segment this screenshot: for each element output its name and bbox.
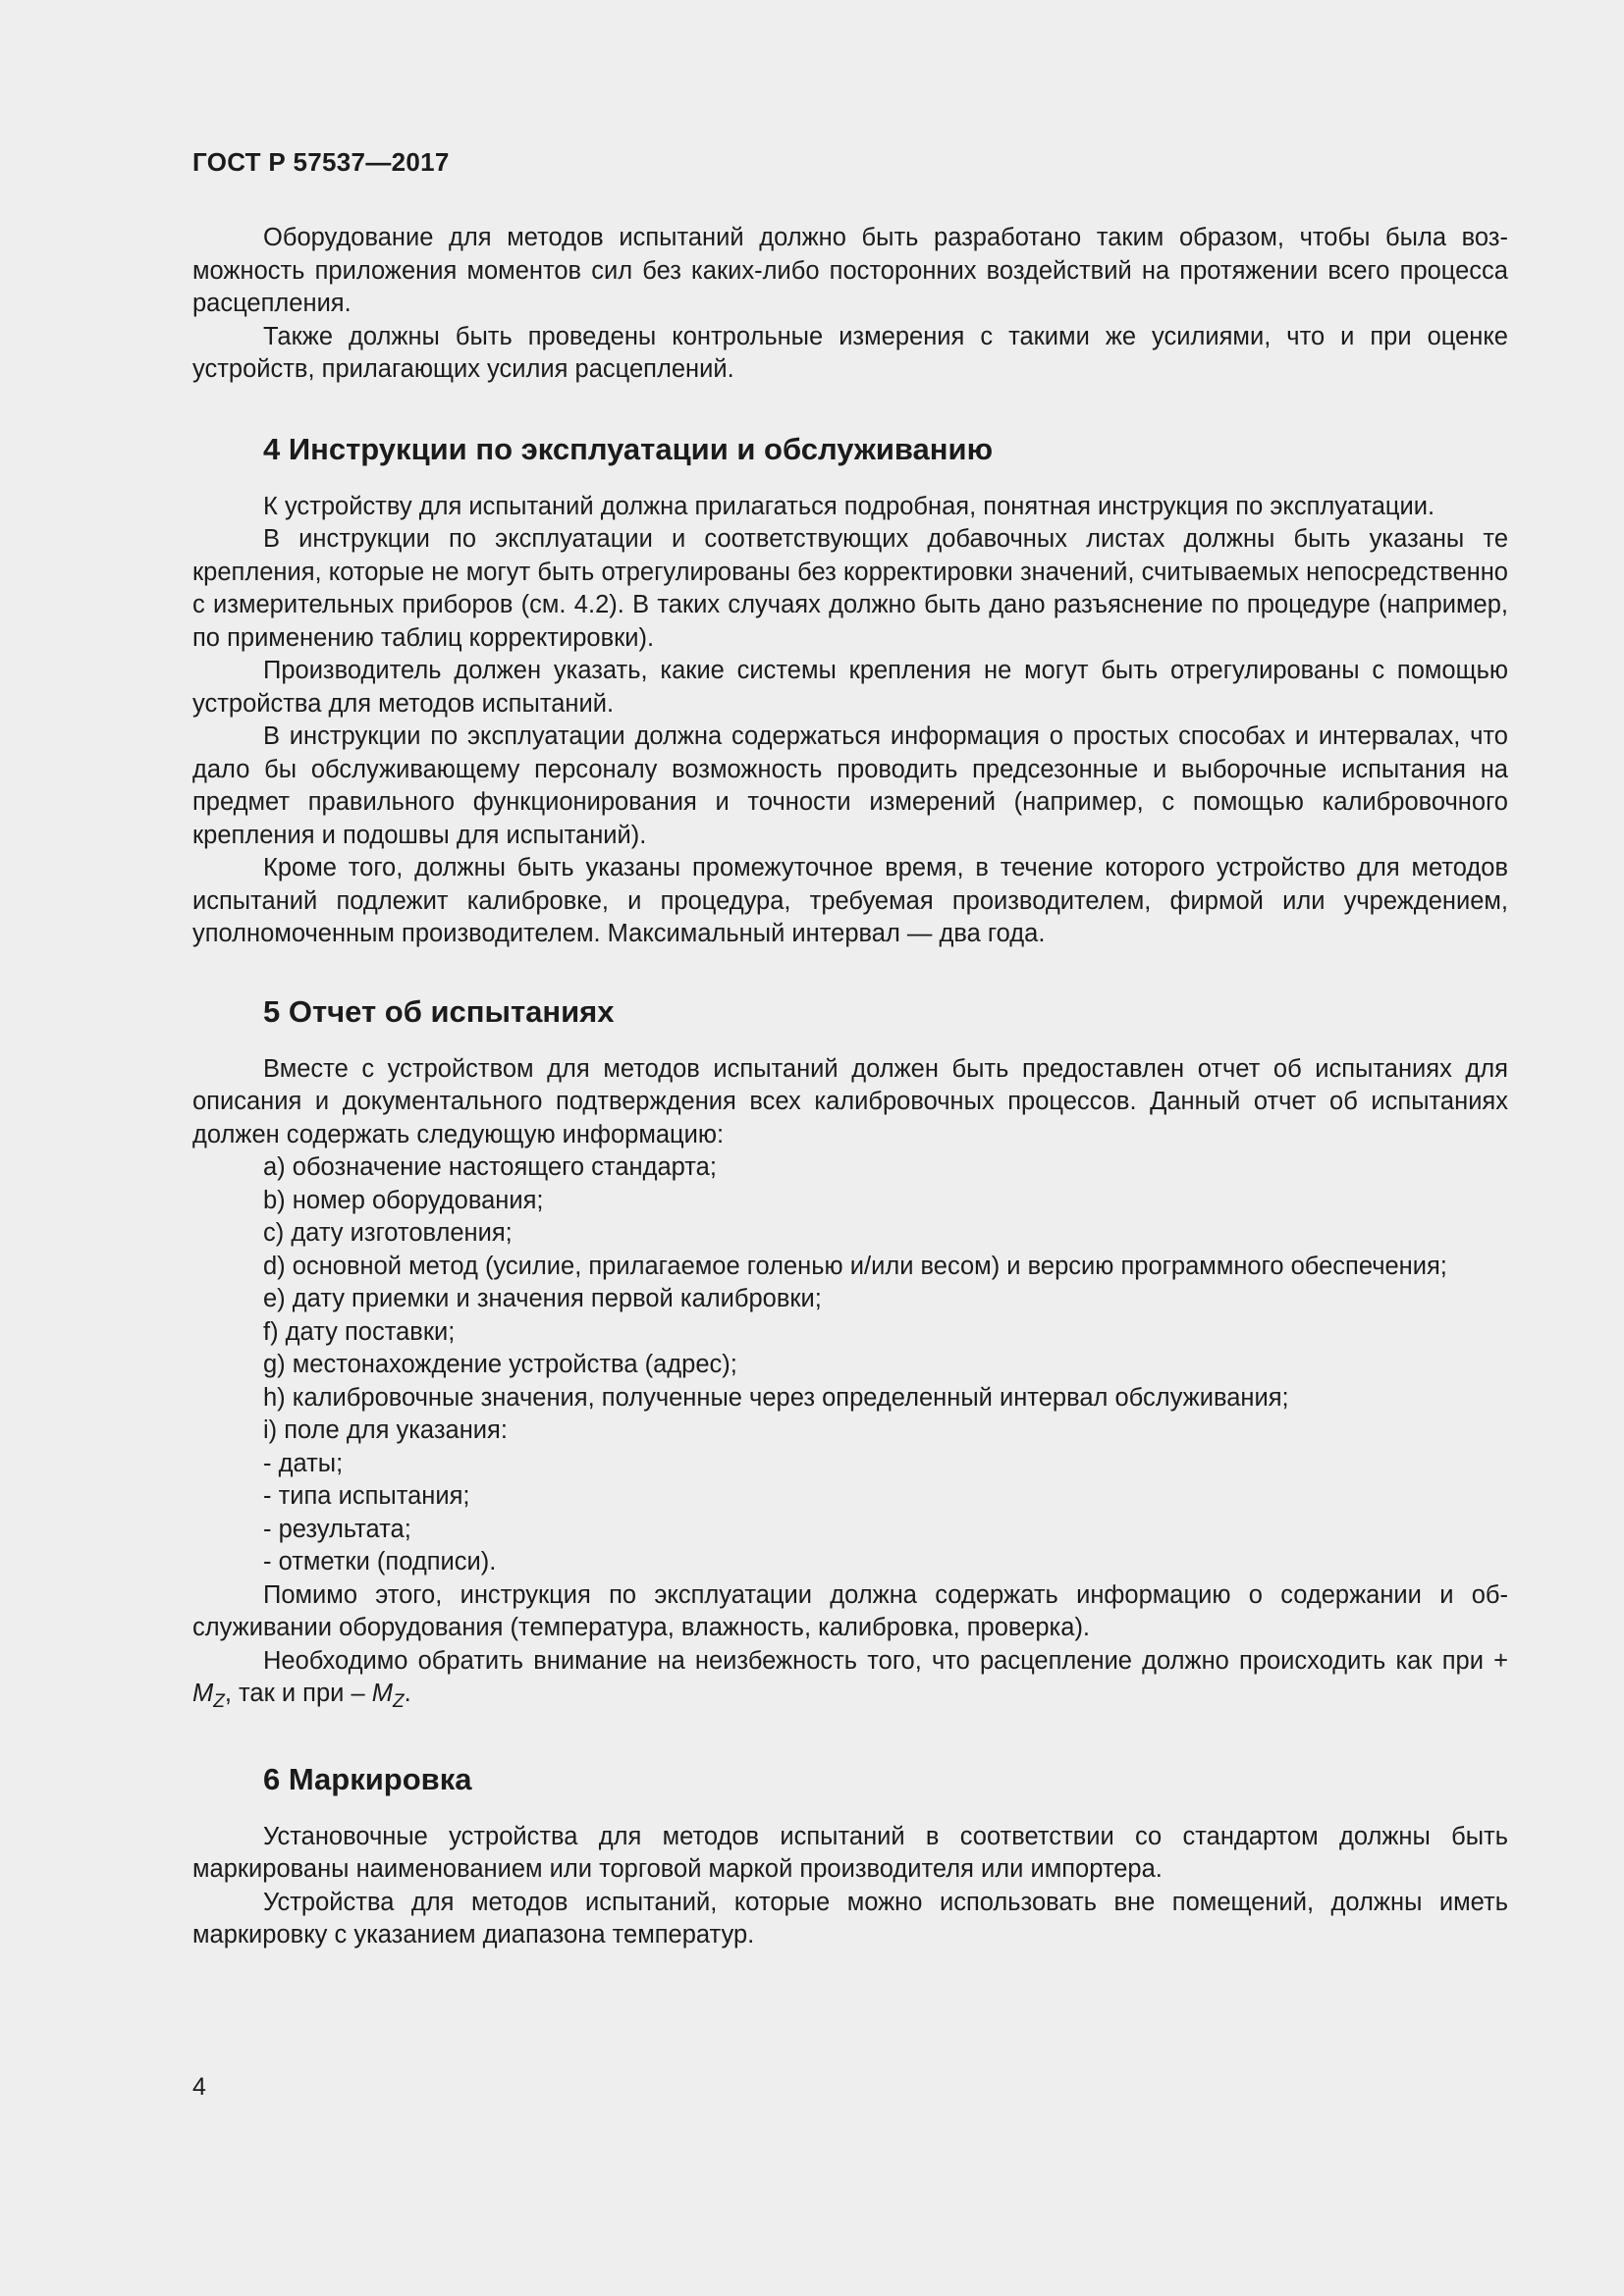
section-6-paragraph-1: Установочные устройства для методов испытаний в соответствии со стандартом должны быть маркированы наименованием или торговой маркой производителя или импортера. — [192, 1822, 1508, 1883]
paragraph-3-text-end: . — [404, 1680, 411, 1707]
list-subitem-signature: - отметки (подписи). — [263, 1548, 497, 1575]
section-5-paragraph-1: Вместе с устройством для методов испытаний должен быть предоставлен отчет об испытаниях для описания и документального подтверждения всех калибровочных процессов. Данный отчет об испытаниях должен содержать следующую информацию: — [192, 1054, 1508, 1148]
moment-mz-negative — [371, 1680, 405, 1712]
document-code-header: ГОСТ Р 57537—2017 — [192, 147, 450, 177]
section-4-paragraph-2: В инструкции по эксплуатации и соответствующих добавочных листах должны быть указаны те крепления, которые не могут быть отрегулированы без корректировки значений, считываемых непосредственно с измерительных приборов (см. 4.2). В таких случаях должно быть дано разъяснение по процедуре (например, по применению таблиц корректировки). — [192, 525, 1508, 652]
section-5-paragraph-2: Помимо этого, инструкция по эксплуатации должна содержать информацию о содержании и обслуживании оборудования (температура, влажность, калибровка, проверка). — [192, 1580, 1508, 1641]
intro-paragraph-2: Также должны быть проведены контрольные измерения с такими же усилиями, что и при оценке устройств, прилагающих усилия расцеплений. — [192, 322, 1508, 383]
section-5-paragraph-3 — [192, 1645, 1508, 1719]
list-item-i: i) поле для указания: — [263, 1416, 508, 1444]
intro-paragraph-1: Оборудование для методов испытаний должно быть разработано таким образом, чтобы была возможность приложения моментов сил без каких-либо посторонних воздействий на протяжении всего процесса расцепления. — [192, 224, 1508, 317]
moment-subscript: Z — [213, 1691, 225, 1712]
section-6-heading: 6 Маркировка — [263, 1761, 472, 1796]
list-item-c: c) дату изготовления; — [263, 1219, 513, 1247]
list-item-b: b) номер оборудования; — [263, 1186, 544, 1214]
list-item-e: e) дату приемки и значения первой калибровки; — [263, 1285, 822, 1312]
list-subitem-date: - даты; — [263, 1449, 344, 1477]
list-item-a: a) обозначение настоящего стандарта; — [263, 1153, 717, 1181]
moment-symbol: M — [192, 1680, 214, 1707]
moment-symbol: M — [371, 1680, 394, 1707]
moment-subscript: Z — [393, 1691, 405, 1712]
section-6-paragraph-2: Устройства для методов испытаний, которые можно использовать вне помещений, должны иметь маркировку с указанием диапазона температур. — [192, 1888, 1508, 1949]
list-item-h: h) калибровочные значения, полученные через определенный интервал обслуживания; — [263, 1383, 1289, 1412]
page-number: 4 — [192, 2073, 206, 2101]
list-item-d: d) основной метод (усилие, прилагаемое голенью и/или весом) и версию программного обеспечения; — [263, 1252, 1447, 1280]
section-4-paragraph-1: К устройству для испытаний должна прилагаться подробная, понятная инструкция по эксплуатации. — [263, 492, 1435, 520]
paragraph-3-text-start: Необходимо обратить внимание на неизбежность того, что расцепление должно происходить как при + — [263, 1646, 1508, 1675]
section-4-paragraph-5: Кроме того, должны быть указаны промежуточное время, в течение которого устройство для методов испытаний подлежит калибровке, и процедура, требуемая производителем, фирмой или учреждением, уполномоченным производителем. Максимальный интервал — два года. — [192, 854, 1508, 947]
paragraph-3-text-middle: , так и при – — [224, 1680, 372, 1707]
list-item-g: g) местонахождение устройства (адрес); — [263, 1351, 737, 1378]
section-5-heading: 5 Отчет об испытаниях — [263, 993, 615, 1029]
section-4-paragraph-4: В инструкции по эксплуатации должна содержаться информация о простых способах и интервалах, что дало бы обслуживающему персоналу возможность проводить предсезонные и выборочные испытания на предмет правильного функционирования и точности измерений (например, с помощью калибровочного крепления и подошвы для испытаний). — [192, 722, 1508, 849]
section-4-heading: 4 Инструкции по эксплуатации и обслуживанию — [263, 431, 994, 466]
list-item-f: f) дату поставки; — [263, 1317, 456, 1346]
section-4-paragraph-3: Производитель должен указать, какие системы крепления не могут быть отрегулированы с помощью устройства для методов испытаний. — [192, 657, 1508, 718]
list-subitem-result: - результата; — [263, 1515, 411, 1543]
document-body — [192, 222, 1508, 1952]
list-subitem-test-type: - типа испытания; — [263, 1482, 470, 1510]
moment-mz-positive — [192, 1680, 225, 1712]
